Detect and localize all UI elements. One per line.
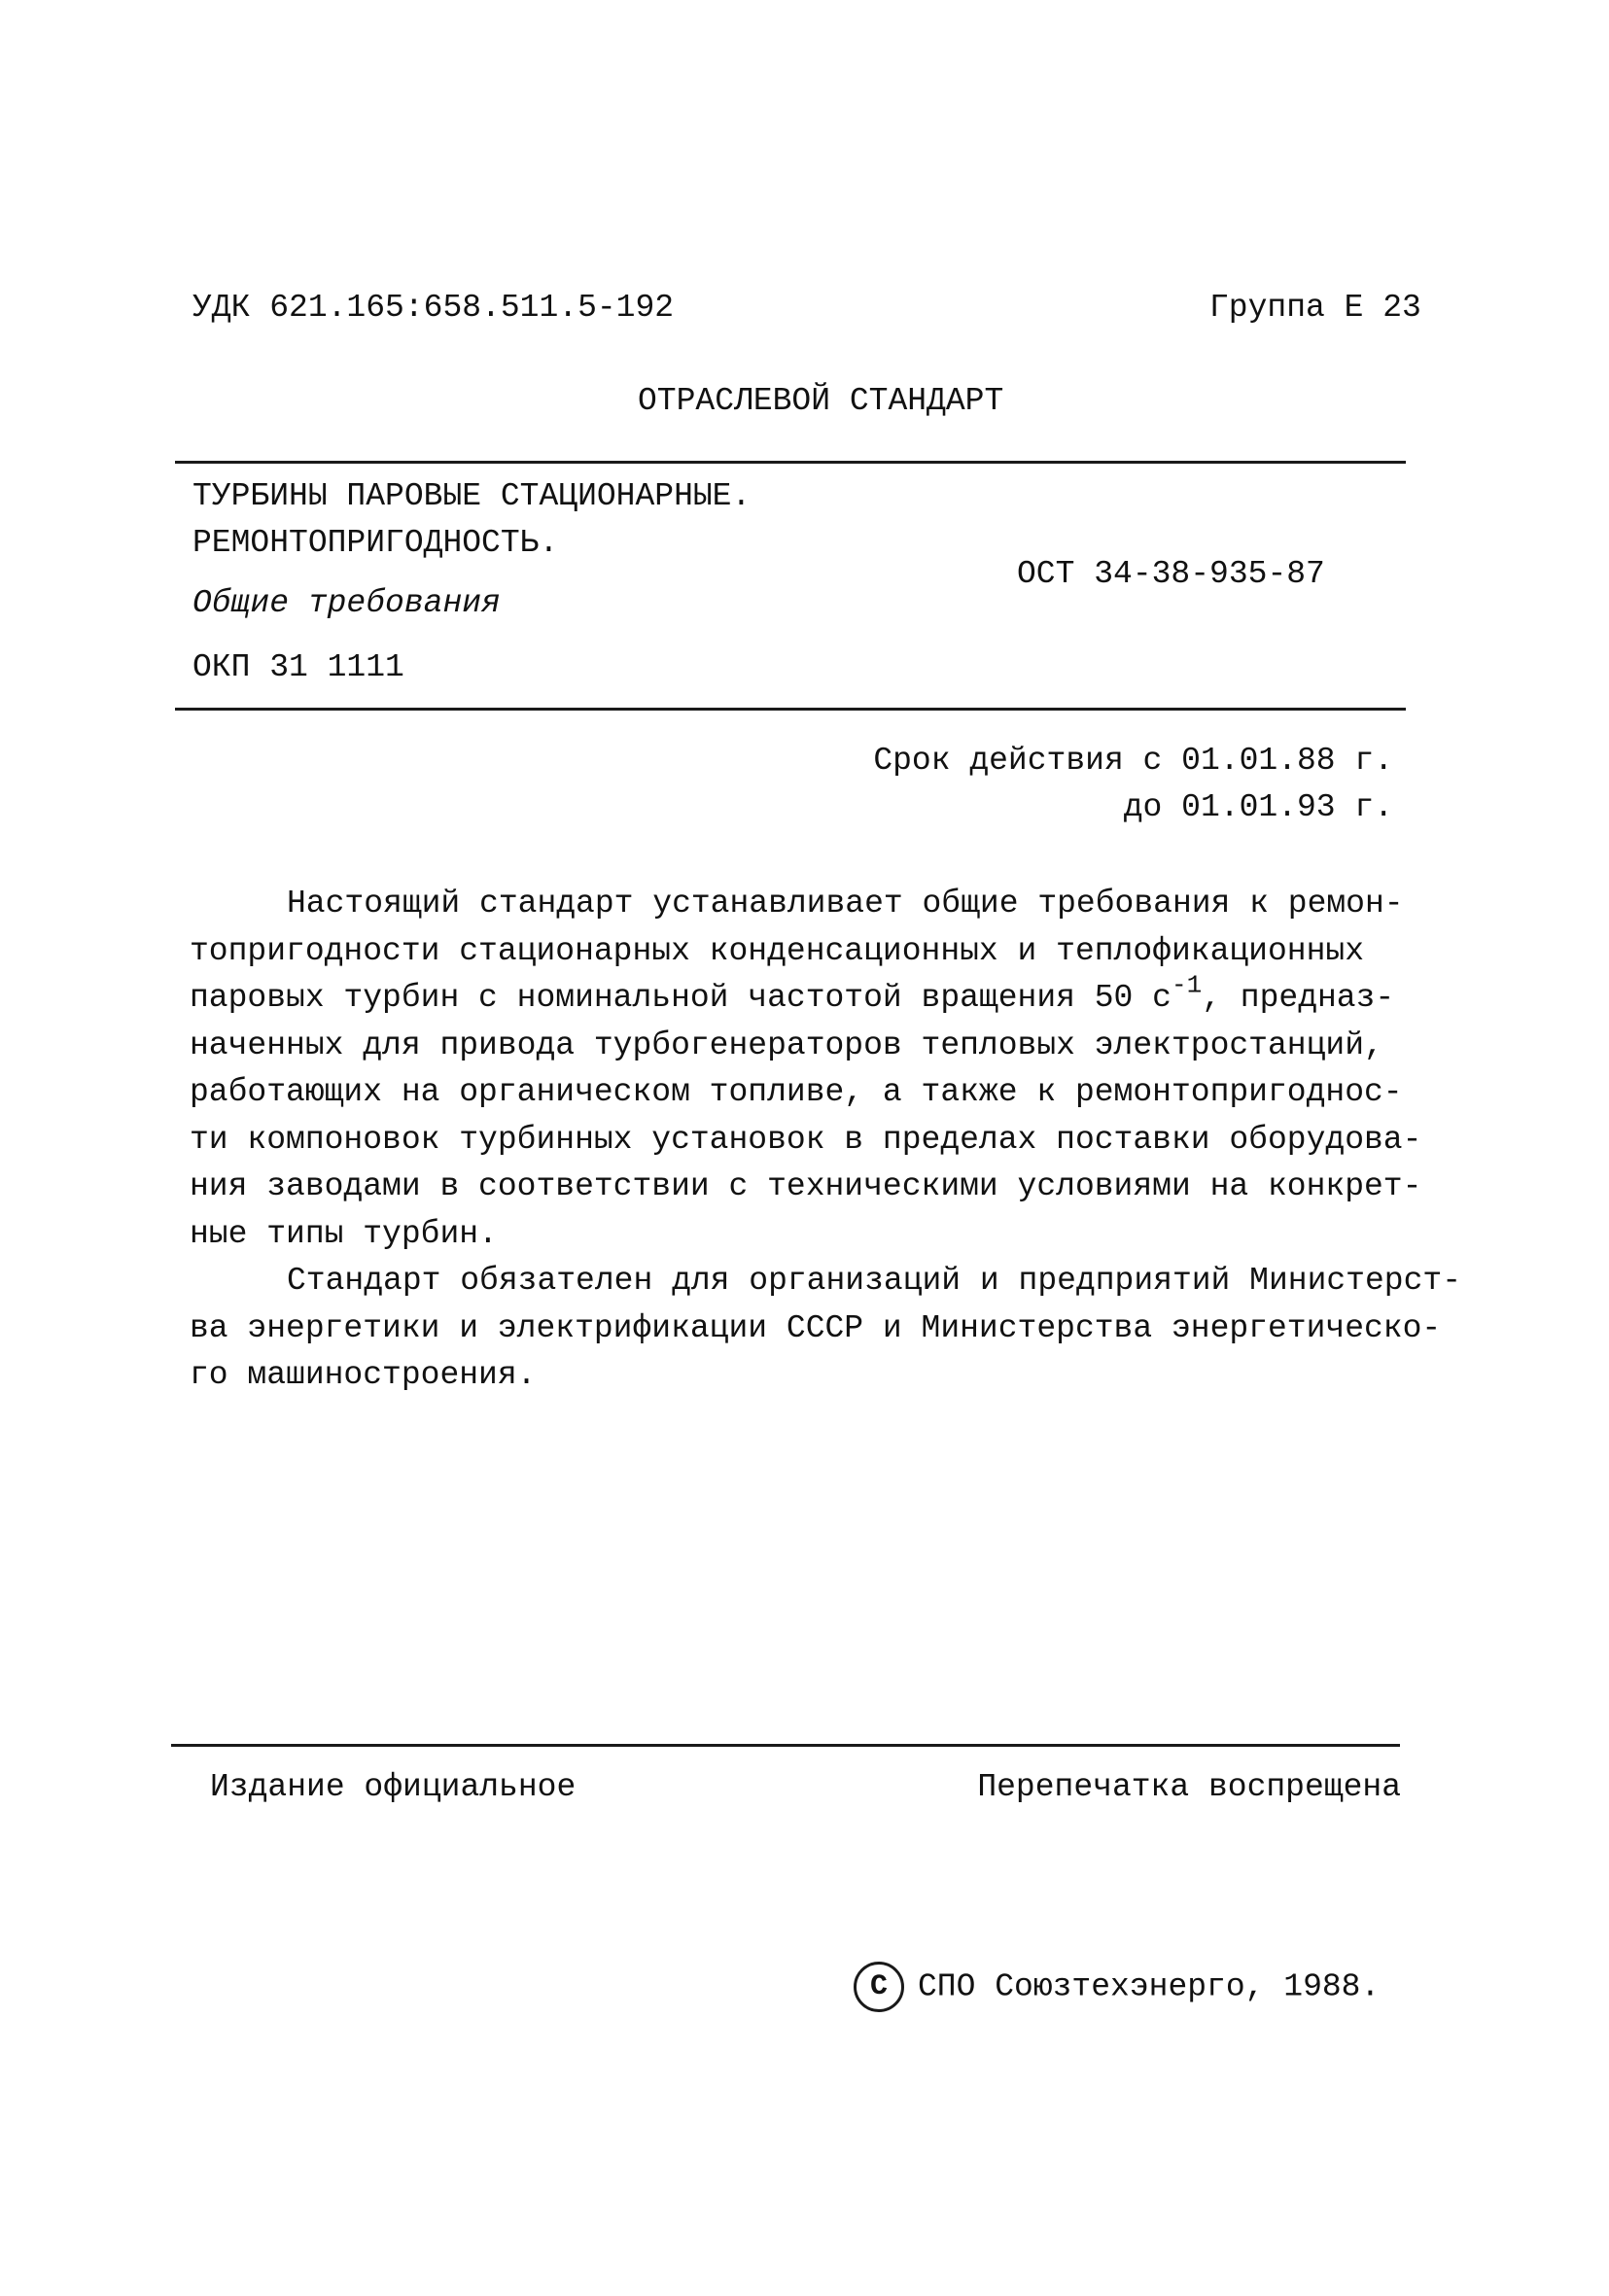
okp-code: ОКП 31 1111	[192, 649, 404, 685]
text-line: ные типы турбин.	[190, 1215, 498, 1252]
text-line: топригодности стационарных конденсационных и теплофикационных	[190, 932, 1364, 969]
reprint-note: Перепечатка воспрещена	[977, 1769, 1401, 1805]
paragraph-applicability	[190, 1258, 1461, 1400]
text-line: Настоящий стандарт устанавливает общие требования к ремон-	[287, 886, 1404, 922]
standard-name-line2: РЕМОНТОПРИГОДНОСТЬ.	[192, 525, 559, 561]
edition-note: Издание официальное	[210, 1769, 577, 1805]
text-line: ти компоновок турбинных установок в пределах поставки оборудова-	[190, 1121, 1422, 1158]
validity-to: до 01.01.93 г.	[1123, 789, 1393, 825]
udk-code: УДК 621.165:658.511.5-192	[192, 290, 675, 326]
text-segment: , предназ-	[1202, 980, 1395, 1016]
document-type-title: ОТРАСЛЕВОЙ СТАНДАРТ	[638, 383, 1004, 419]
exponent: -1	[1171, 970, 1203, 1000]
validity-from: Срок действия с 01.01.88 г.	[873, 743, 1393, 779]
text-line-with-exponent	[190, 970, 1453, 1023]
copyright-icon: С	[854, 1962, 904, 2012]
standard-subtitle: Общие требования	[192, 585, 501, 621]
text-line: ва энергетики и электрификации СССР и Министерства энергетическо-	[190, 1309, 1442, 1346]
text-line: работающих на органическом топливе, а также к ремонтопригоднос-	[190, 1074, 1403, 1110]
text-segment: паровых турбин с номинальной частотой вращения 50 с	[190, 980, 1172, 1016]
publisher: СПО Союзтехэнерго, 1988.	[918, 1968, 1381, 2005]
text-line: ния заводами в соответствии с техническими условиями на конкрет-	[190, 1168, 1422, 1204]
footer-rule	[171, 1744, 1400, 1747]
copyright-line	[854, 1962, 1380, 2012]
text-line: го машиностроения.	[190, 1357, 537, 1393]
standard-name-line1: ТУРБИНЫ ПАРОВЫЕ СТАЦИОНАРНЫЕ.	[192, 478, 752, 514]
text-line: наченных для привода турбогенераторов тепловых электростанций,	[190, 1026, 1383, 1063]
text-line: Стандарт обязателен для организаций и предприятий Министерст-	[287, 1263, 1461, 1299]
group-code: Группа Е 23	[1209, 290, 1421, 326]
middle-rule	[175, 708, 1406, 711]
top-rule	[175, 461, 1406, 464]
standard-code: ОСТ 34-38-935-87	[1017, 556, 1325, 592]
paragraph-scope	[190, 881, 1453, 1258]
